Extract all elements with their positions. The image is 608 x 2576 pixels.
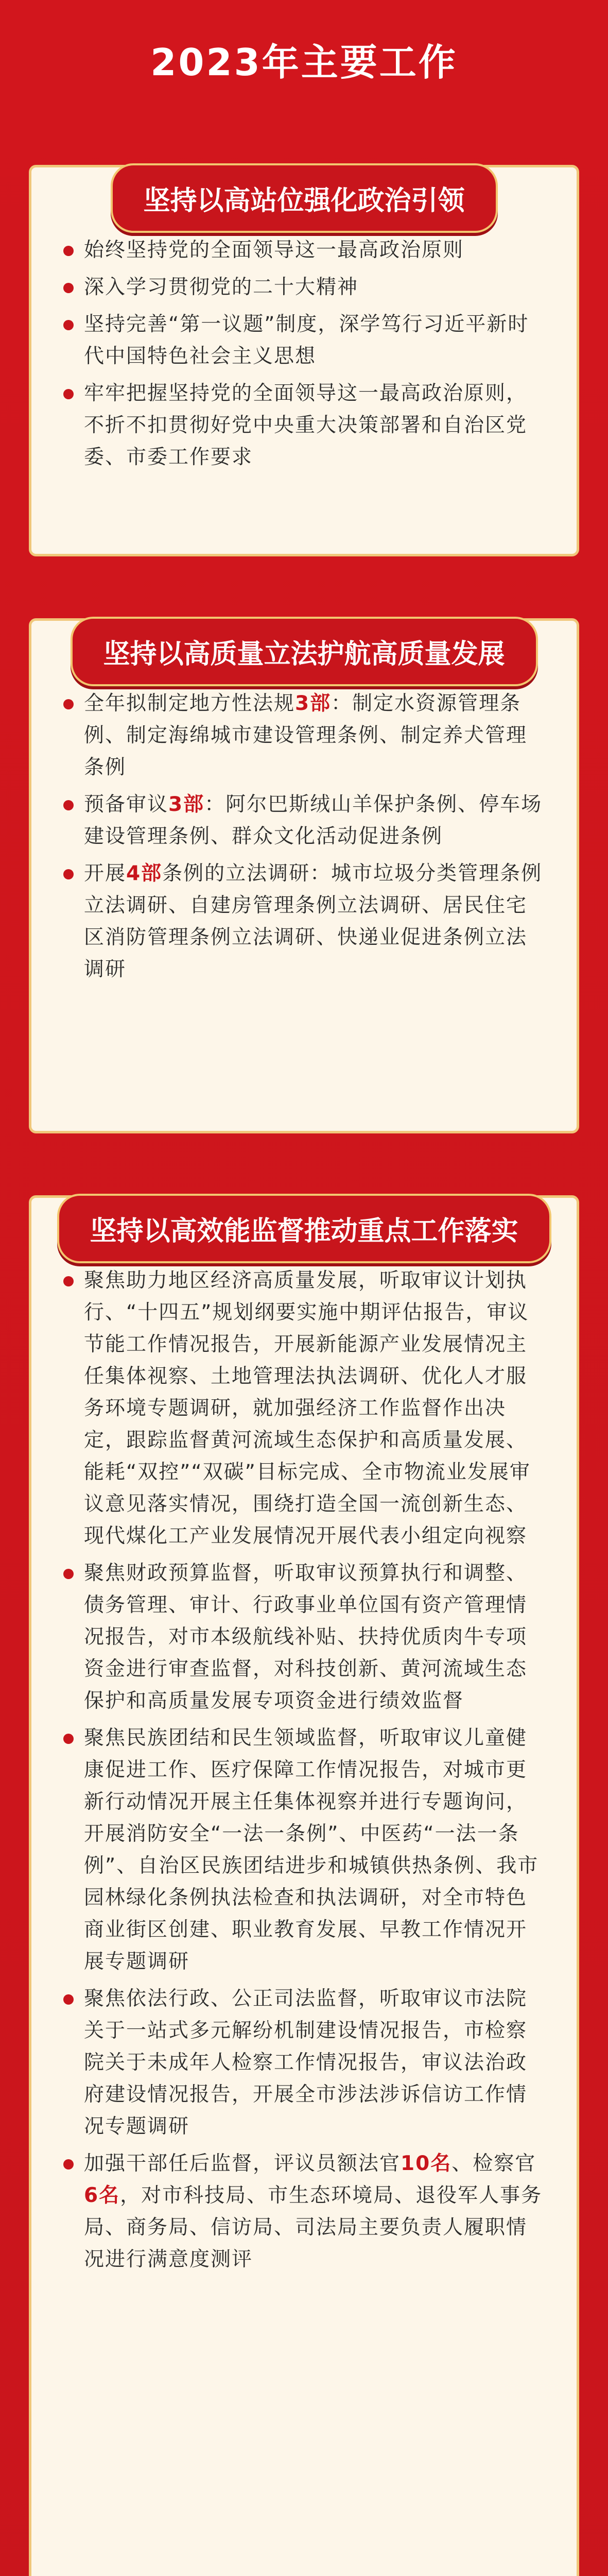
item-text: 坚持完善“第一议题”制度，深学笃行习近平新时代中国特色社会主义思想 [84, 313, 529, 368]
list-item [61, 1722, 547, 1978]
highlight-count: 4部 [126, 862, 163, 885]
list-item [61, 1983, 547, 2143]
bullet-icon [63, 1276, 74, 1286]
section-banner: 坚持以高站位强化政治引领 [110, 163, 497, 233]
item-text: 聚焦依法行政、公正司法监督，听取审议市法院关于一站式多元解纷机制建设情况报告，市检察院关于未成年人检察工作情况报告，审议法治政府建设情况报告，开展全市涉法涉诉信访工作情况专题调研 [84, 1987, 528, 2138]
list-item [61, 2148, 547, 2276]
section-political-leadership [29, 165, 579, 556]
item-text: 牢牢把握坚持党的全面领导这一最高政治原则，不折不扣贯彻好党中央重大决策部署和自治区党委、市委工作要求 [84, 382, 528, 469]
item-text: 条例的立法调研：城市垃圾分类管理条例立法调研、自建房管理条例立法调研、居民住宅区消防管理条例立法调研、快递业促进条例立法调研 [84, 862, 543, 981]
item-text: 、检察官 [451, 2152, 536, 2175]
bullet-icon [63, 2159, 74, 2170]
bullet-icon [63, 320, 74, 330]
section-banner: 坚持以高效能监督推动重点工作落实 [57, 1194, 551, 1263]
item-text: ：制定水资源管理条例、制定海绵城市建设管理条例、制定养犬管理条例 [84, 692, 528, 779]
bullet-icon [63, 699, 74, 709]
list-item [61, 378, 547, 473]
list-item [61, 1265, 547, 1552]
item-text: 始终坚持党的全面领导这一最高政治原则 [84, 239, 464, 262]
bullet-icon [63, 1569, 74, 1579]
item-text: 聚焦财政预算监督，听取审议预算执行和调整、债务管理、审计、行政事业单位国有资产管理情况报告，对市本级航线补贴、扶持优质肉牛专项资金进行审查监督，对科技创新、黄河流域生态保护和高质量发展专项资金进行绩效监督 [84, 1562, 528, 1713]
list-item [61, 1557, 547, 1717]
bullet-icon [63, 389, 74, 399]
page-title: 2023年主要工作 [150, 41, 458, 84]
section-list [31, 1198, 577, 2307]
bullet-icon [63, 1734, 74, 1744]
section-supervision [29, 1195, 579, 2576]
bullet-icon [63, 869, 74, 879]
item-text: 深入学习贯彻党的二十大精神 [84, 276, 359, 299]
highlight-count: 3部 [295, 692, 332, 715]
list-item [61, 789, 547, 853]
highlight-count: 6名 [84, 2184, 120, 2207]
item-text: 聚焦民族团结和民生领域监督，听取审议儿童健康促进工作、医疗保障工作情况报告，对城市更新行动情况开展主任集体视察并进行专题询问，开展消防安全“一法一条例”、中医药“一法一条例”、自治区民族团结进步和城镇供热条例、我市园林绿化条例执法检查和执法调研，对全市特色商业街区创建、职业教育发展、早教工作情况开展专题调研 [84, 1726, 539, 1973]
item-text: 开展 [84, 862, 127, 885]
section-banner: 坚持以高质量立法护航高质量发展 [70, 617, 537, 686]
list-item [61, 858, 547, 986]
highlight-count: 3部 [168, 793, 205, 816]
list-item [61, 688, 547, 784]
bullet-icon [63, 246, 74, 256]
bullet-icon [63, 800, 74, 810]
item-text: 加强干部任后监督，评议员额法官 [84, 2152, 401, 2175]
list-item [61, 234, 547, 266]
item-text: ，对市科技局、市生态环境局、退役军人事务局、商务局、信访局、司法局主要负责人履职情况进行满意度测评 [84, 2184, 543, 2271]
list-item [61, 309, 547, 372]
highlight-count: 10名 [401, 2152, 452, 2175]
item-text: 预备审议 [84, 793, 169, 816]
bullet-icon [63, 1994, 74, 2005]
item-text: 全年拟制定地方性法规 [84, 692, 296, 715]
item-text: ：阿尔巴斯绒山羊保护条例、停车场建设管理条例、群众文化活动促进条例 [84, 793, 543, 848]
list-item [61, 272, 547, 303]
bullet-icon [63, 283, 74, 293]
section-legislation [29, 618, 579, 1133]
item-text: 聚焦助力地区经济高质量发展，听取审议计划执行、“十四五”规划纲要实施中期评估报告，审议节能工作情况报告，开展新能源产业发展情况主任集体视察、土地管理法执法调研、优化人才服务环境专题调研，就加强经济工作监督作出决定，跟踪监督黄河流域生态保护和高质量发展、能耗“双控”“双碳”目标完成、全市物流业发展审议意见落实情况，围绕打造全国一流创新生态、现代煤化工产业发展情况开展代表小组定向视察 [84, 1269, 531, 1548]
